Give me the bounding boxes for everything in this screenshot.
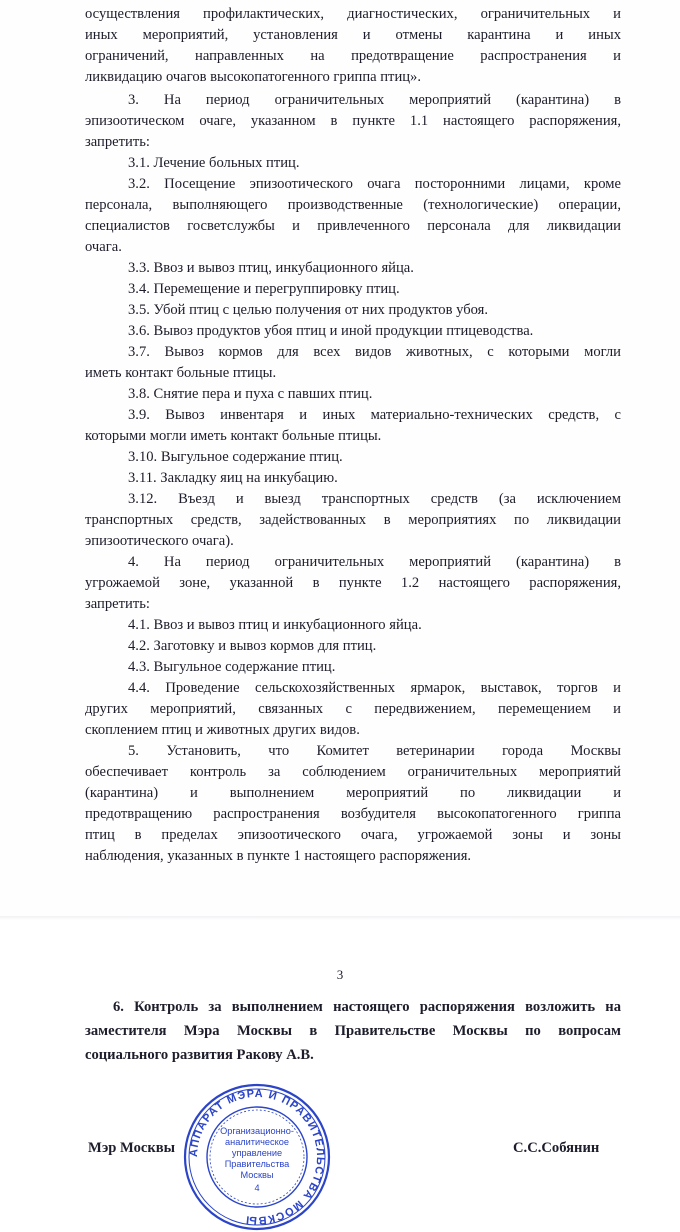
- body-text-line: 3.2. Посещение эпизоотического очага посторонними лицами, кроме: [128, 176, 621, 192]
- body-text-line: запретить:: [85, 596, 150, 612]
- body-text-line: ликвидацию очагов высокопатогенного гриппа птиц».: [85, 69, 422, 85]
- body-text-line: 3.10. Выгульное содержание птиц.: [128, 449, 343, 465]
- body-text-line: 3. На период ограничительных мероприятий (карантина) в: [128, 92, 621, 108]
- body-text-line: скоплением птиц и животных других видов.: [85, 722, 360, 738]
- body-text-line: 4.3. Выгульное содержание птиц.: [128, 659, 336, 675]
- seal-center-text: Правительства: [224, 1159, 290, 1169]
- body-text-line: наблюдения, указанных в пункте 1 настоящего распоряжения.: [85, 848, 472, 864]
- body-text-line: 3.9. Вывоз инвентаря и иных материально-технических средств, с: [128, 407, 621, 423]
- body-text-line: 4.4. Проведение сельскохозяйственных ярмарок, выставок, торгов и: [128, 680, 621, 696]
- body-text-line: эпизоотическом очаге, указанном в пункте 1.1 настоящего распоряжения,: [85, 113, 621, 129]
- body-text-line: иных мероприятий, установления и отмены карантина и иных: [85, 27, 621, 43]
- body-text-line: 3.11. Закладку яиц на инкубацию.: [128, 470, 338, 486]
- body-text-line: эпизоотического очага).: [85, 533, 234, 549]
- body-text-line: 3.12. Въезд и выезд транспортных средств (за исключением: [128, 491, 621, 507]
- signature-name: С.С.Собянин: [513, 1140, 600, 1156]
- body-text-line: персонала, выполняющего производственные (технологические) операции,: [85, 197, 621, 213]
- body-text-line: специалистов госветслужбы и привлеченного персонала для ликвидации: [85, 218, 621, 234]
- body-text-line: предотвращению распространения возбудителя высокопатогенного гриппа: [85, 806, 621, 822]
- body-text-line: (карантина) и выполнением мероприятий по ликвидации и: [85, 785, 621, 801]
- official-seal: [182, 1082, 332, 1232]
- body-text-line: 3.5. Убой птиц с целью получения от них продуктов убоя.: [128, 302, 489, 318]
- body-text-line: очага.: [85, 239, 122, 255]
- body-text-line: 4. На период ограничительных мероприятий (карантина) в: [128, 554, 621, 570]
- body-text-line: запретить:: [85, 134, 150, 150]
- seal-center-text: управление: [231, 1148, 283, 1158]
- body-text-line: иметь контакт больные птицы.: [85, 365, 277, 381]
- body-text-line: 3.4. Перемещение и перегруппировку птиц.: [128, 281, 400, 297]
- body-text-line: 4.1. Ввоз и вывоз птиц и инкубационного яйца.: [128, 617, 422, 633]
- body-text-line: которыми могли иметь контакт больные птицы.: [85, 428, 382, 444]
- paragraph-6-line-3-text: социального развития: [85, 1047, 237, 1063]
- signature-title: Мэр Москвы: [88, 1140, 176, 1156]
- body-text-line: транспортных средств, задействованных в мероприятиях по ликвидации: [85, 512, 621, 528]
- body-text-line: ограничений, направленных на предотвращение распространения и: [85, 48, 621, 64]
- page-separator: [0, 916, 680, 920]
- seal-ring-text: АППАРАТ МЭРА И ПРАВИТЕЛЬСТВА МОСКВЫ: [187, 1087, 327, 1227]
- body-text-line: осуществления профилактических, диагностических, ограничительных и: [85, 6, 621, 22]
- body-text-line: других мероприятий, связанных с передвижением, перемещением и: [85, 701, 621, 717]
- page-number: 3: [336, 967, 344, 982]
- seal-center-text: Организационно-: [220, 1126, 294, 1136]
- paragraph-6-line-3: [85, 1043, 621, 1067]
- body-text-line: 4.2. Заготовку и вывоз кормов для птиц.: [128, 638, 377, 654]
- body-text-line: угрожаемой зоне, указанной в пункте 1.2 настоящего распоряжения,: [85, 575, 621, 591]
- seal-number: 4: [254, 1183, 260, 1193]
- body-text-line: обеспечивает контроль за соблюдением ограничительных мероприятий: [85, 764, 621, 780]
- body-text-line: 3.8. Снятие пера и пуха с павших птиц.: [128, 386, 373, 402]
- seal-center-text: аналитическое: [225, 1137, 289, 1147]
- body-text-line: 3.1. Лечение больных птиц.: [128, 155, 300, 171]
- body-text-line: 3.3. Ввоз и вывоз птиц, инкубационного яйца.: [128, 260, 414, 276]
- seal-center-text: Москвы: [240, 1170, 274, 1180]
- body-text-line: 3.6. Вывоз продуктов убоя птиц и иной продукции птицеводства.: [128, 323, 534, 339]
- paragraph-6-line-2: заместителя Мэра Москвы в Правительстве Москвы по вопросам: [85, 1023, 621, 1039]
- responsible-person: Ракову А.В.: [236, 1047, 314, 1063]
- body-text-line: 5. Установить, что Комитет ветеринарии города Москвы: [128, 743, 621, 759]
- paragraph-6-line-1: 6. Контроль за выполнением настоящего распоряжения возложить на: [113, 999, 621, 1015]
- body-text-line: 3.7. Вывоз кормов для всех видов животных, с которыми могли: [128, 344, 621, 360]
- body-text-line: птиц в пределах эпизоотического очага, угрожаемой зоны и зоны: [85, 827, 621, 843]
